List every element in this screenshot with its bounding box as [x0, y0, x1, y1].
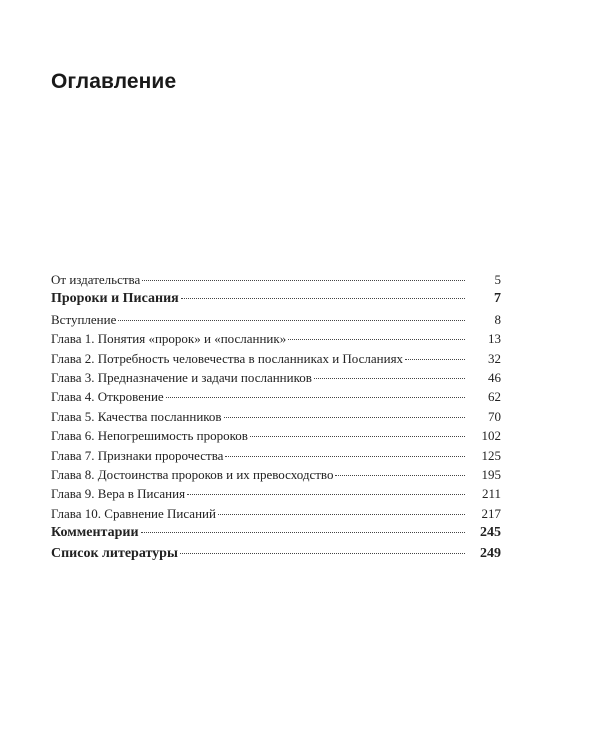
toc-entry-title: Глава 5. Качества посланников — [51, 408, 222, 424]
toc-entry — [51, 484, 501, 503]
toc-entry-title: Глава 10. Сравнение Писаний — [51, 505, 216, 521]
page-title: Оглавление — [51, 70, 177, 93]
toc-entry-page: 8 — [494, 311, 501, 327]
toc-entry-page: 217 — [481, 505, 501, 521]
toc-entry-title: От издательства — [51, 272, 141, 287]
toc-dot-leader — [225, 456, 465, 457]
toc-entry — [51, 310, 501, 329]
toc-dot-leader — [187, 494, 465, 495]
toc-entry-title: Вступление — [51, 311, 117, 327]
toc-entry-title: Глава 3. Предназначение и задачи посланников — [51, 370, 312, 386]
toc-entry-page: 13 — [488, 331, 501, 347]
toc-entry-page: 62 — [488, 389, 501, 405]
toc-entry — [51, 329, 501, 348]
toc-dot-leader — [181, 298, 465, 299]
toc-entry — [51, 289, 501, 310]
toc-entry-page: 195 — [481, 467, 501, 483]
toc-entry-title: Глава 2. Потребность человечества в посланниках и Посланиях — [51, 350, 404, 366]
toc-entry — [51, 504, 501, 523]
toc-entry-page: 125 — [481, 447, 501, 463]
table-of-contents — [51, 270, 501, 564]
toc-entry-page: 32 — [488, 350, 501, 366]
toc-dot-leader — [218, 514, 465, 515]
toc-entry-title: Список литературы — [51, 545, 178, 561]
toc-entry — [51, 426, 501, 445]
toc-entry-title: Глава 4. Откровение — [51, 389, 164, 405]
toc-entry — [51, 446, 501, 465]
toc-entry-page: 70 — [488, 408, 501, 424]
toc-entry — [51, 368, 501, 387]
toc-entry-page: 249 — [480, 545, 501, 561]
toc-entry-page: 5 — [494, 272, 501, 287]
toc-dot-leader — [141, 532, 465, 533]
toc-dot-leader — [142, 280, 465, 281]
toc-entry — [51, 407, 501, 426]
toc-entry-page: 211 — [481, 486, 501, 502]
toc-entry-title: Глава 9. Вера в Писания — [51, 486, 186, 502]
toc-entry-page: 102 — [481, 428, 501, 444]
toc-dot-leader — [405, 359, 465, 360]
toc-entry-title: Пророки и Писания — [51, 291, 179, 307]
toc-dot-leader — [314, 378, 465, 379]
toc-dot-leader — [250, 436, 465, 437]
toc-entry-page: 46 — [488, 370, 501, 386]
toc-entry — [51, 523, 501, 544]
toc-entry-title: Глава 8. Достоинства пророков и их превосходство — [51, 467, 334, 483]
toc-entry — [51, 465, 501, 484]
toc-dot-leader — [118, 320, 465, 321]
toc-dot-leader — [166, 397, 465, 398]
toc-entry — [51, 270, 501, 289]
toc-entry — [51, 349, 501, 368]
toc-entry-title: Глава 1. Понятия «пророк» и «посланник» — [51, 331, 287, 347]
toc-dot-leader — [180, 553, 465, 554]
toc-entry-page: 7 — [494, 291, 501, 307]
toc-dot-leader — [224, 417, 465, 418]
toc-entry-title: Комментарии — [51, 525, 139, 541]
toc-dot-leader — [288, 339, 465, 340]
toc-entry-page: 245 — [480, 525, 501, 541]
toc-entry — [51, 387, 501, 406]
toc-entry-title: Глава 6. Непогрешимость пророков — [51, 428, 248, 444]
toc-entry — [51, 544, 501, 565]
toc-dot-leader — [335, 475, 465, 476]
toc-entry-title: Глава 7. Признаки пророчества — [51, 447, 224, 463]
